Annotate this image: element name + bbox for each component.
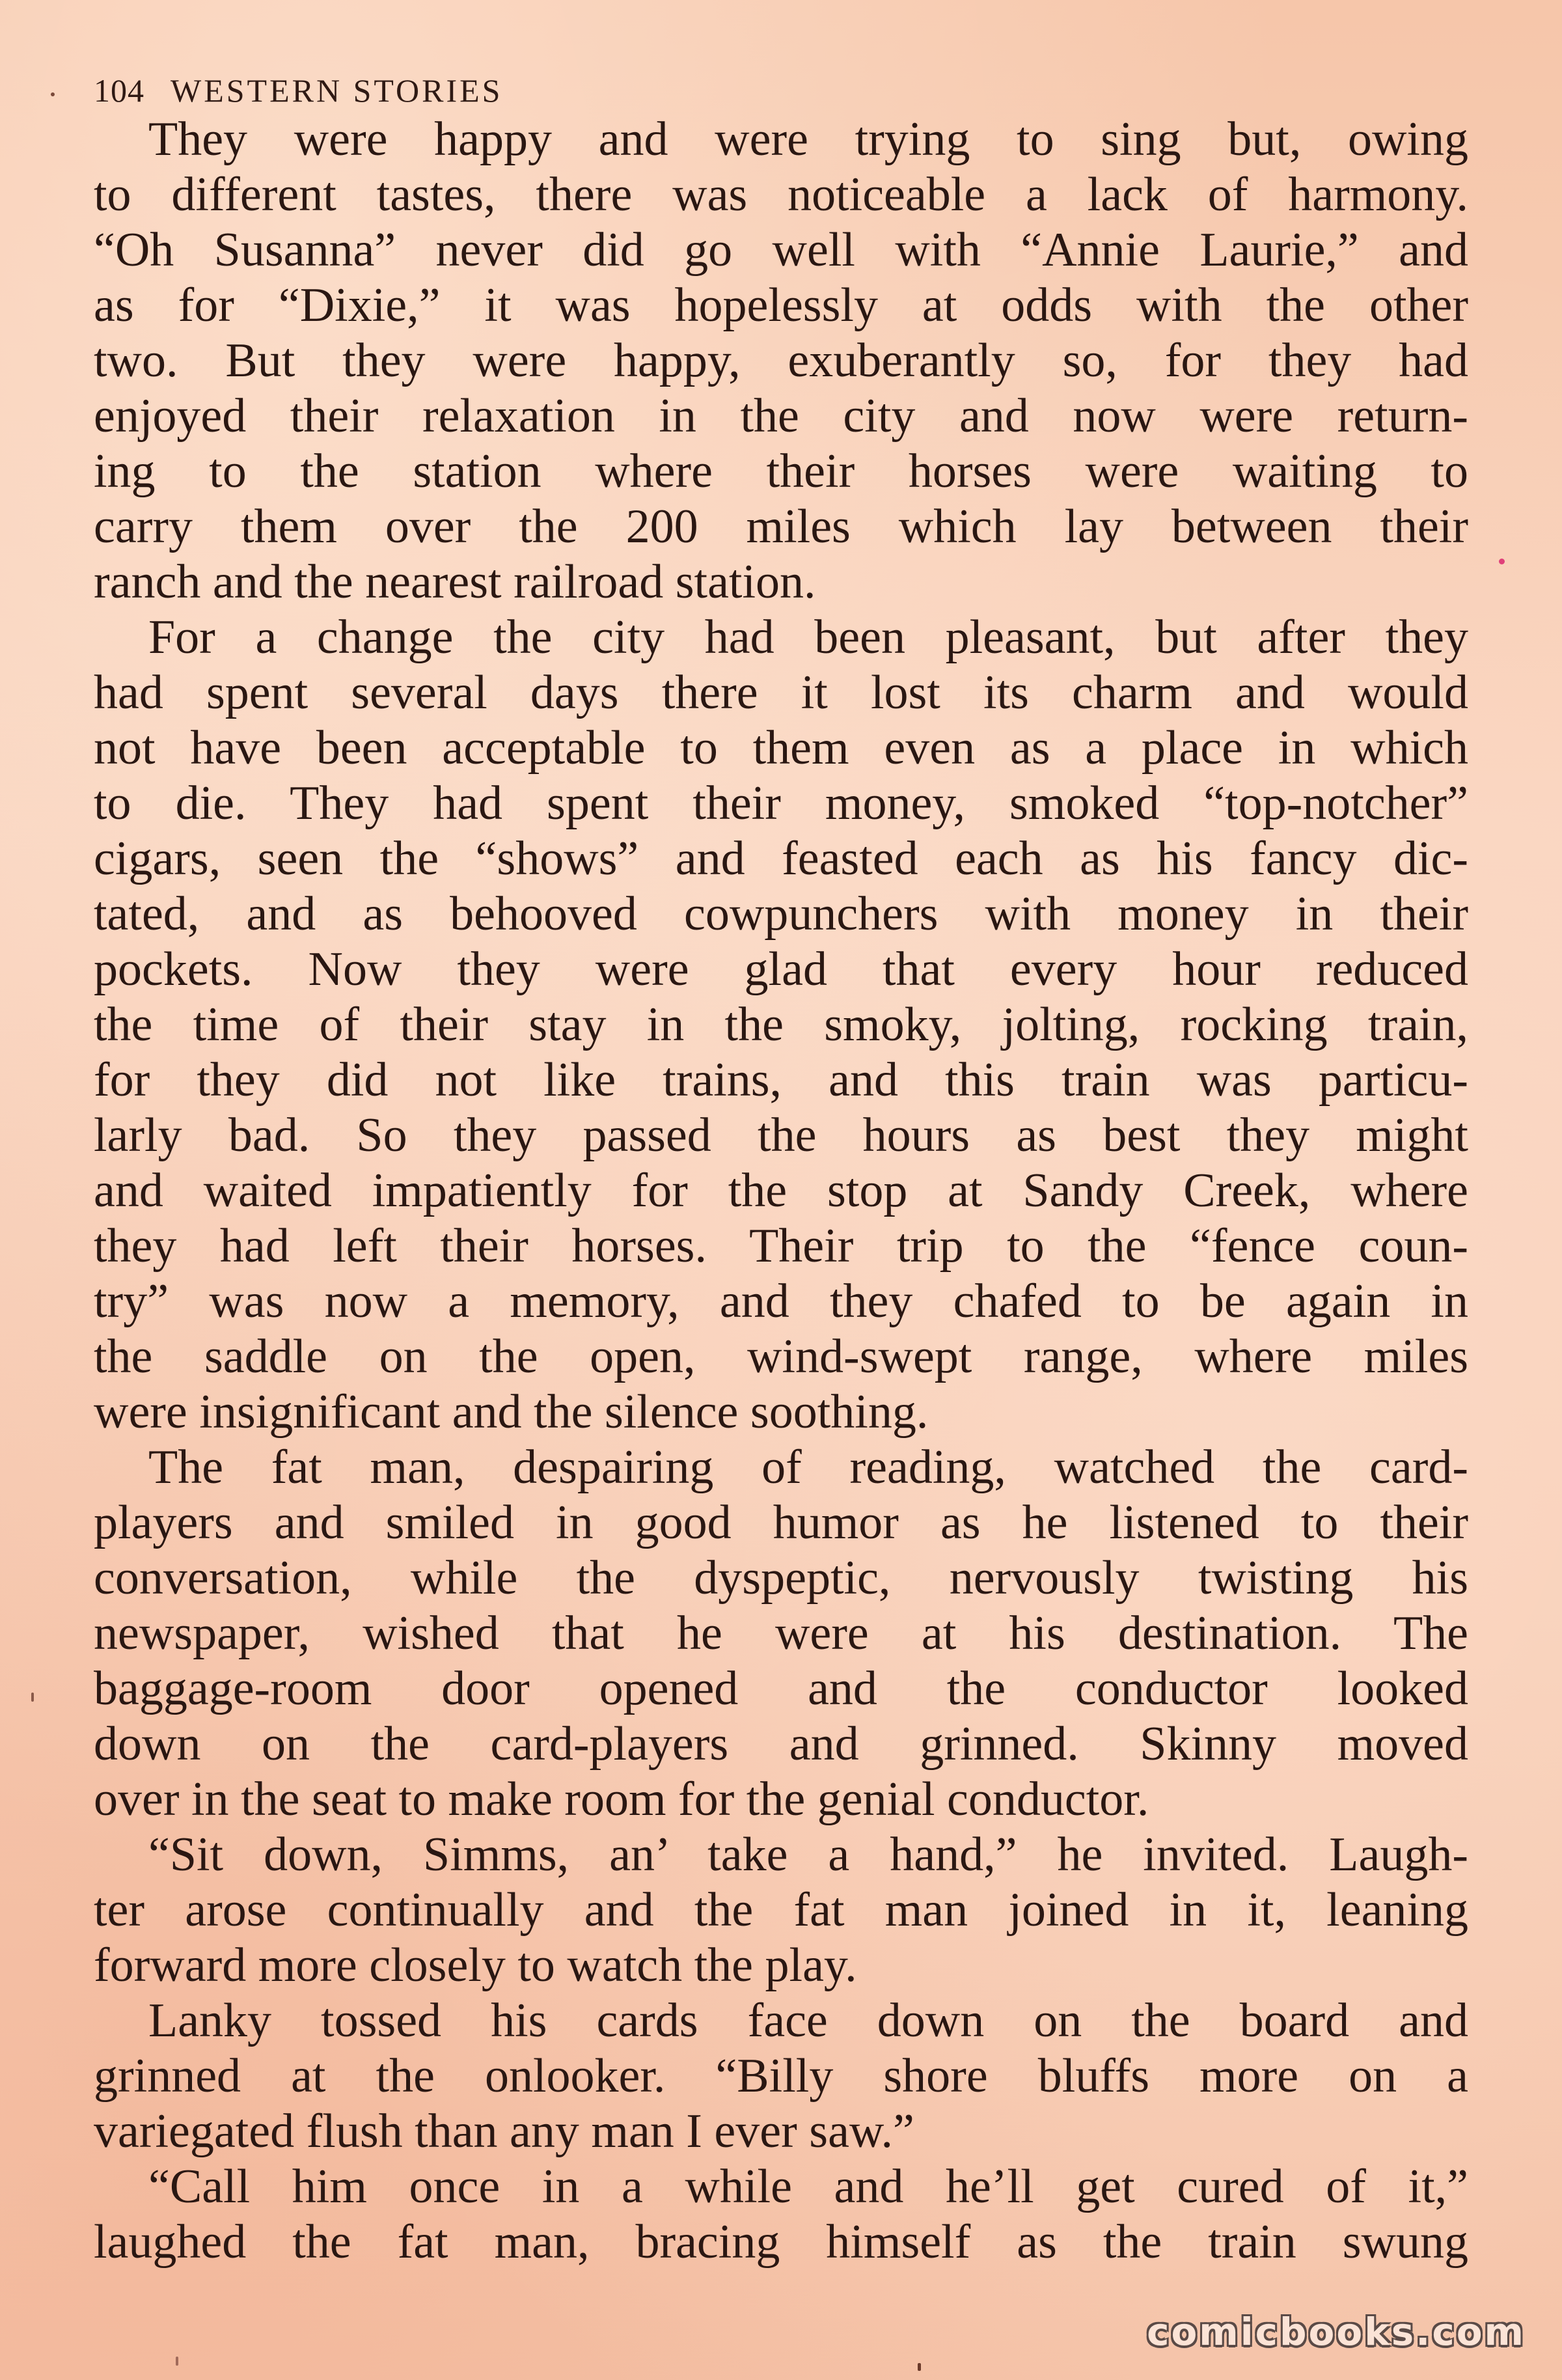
text-line: and waited impatiently for the stop at Sandy Creek, where — [94, 1164, 1468, 1217]
paragraph — [94, 1993, 1468, 2159]
paragraph — [94, 2159, 1468, 2270]
body-text — [94, 112, 1468, 2270]
text-line: two. But they were happy, exuberantly so, for they had — [94, 334, 1468, 387]
text-line: to different tastes, there was noticeable a lack of harmony. — [94, 168, 1468, 221]
text-line: were insignificant and the silence soothing. — [94, 1385, 929, 1439]
text-line: “Oh Susanna” never did go well with “Annie Laurie,” and — [94, 223, 1468, 277]
text-line: players and smiled in good humor as he listened to their — [94, 1496, 1468, 1549]
paper-speck — [1499, 559, 1505, 564]
paragraph — [94, 1827, 1468, 1993]
text-line: grinned at the onlooker. “Billy shore bluffs more on a — [94, 2049, 1468, 2103]
running-header — [94, 72, 503, 111]
text-line: to die. They had spent their money, smoked “top-notcher” — [94, 777, 1468, 830]
text-line: they had left their horses. Their trip to the “fence coun- — [94, 1219, 1468, 1273]
text-line: enjoyed their relaxation in the city and now were return- — [94, 389, 1468, 443]
text-line: not have been acceptable to them even as a place in which — [94, 721, 1468, 775]
text-line: carry them over the 200 miles which lay between their — [94, 500, 1468, 553]
text-line: the saddle on the open, wind-swept range, where miles — [94, 1330, 1468, 1383]
text-line: as for “Dixie,” it was hopelessly at odds with the other — [94, 279, 1468, 332]
text-line: try” was now a memory, and they chafed to be again in — [94, 1275, 1468, 1328]
text-line: For a change the city had been pleasant, but after they — [148, 611, 1468, 664]
text-line: had spent several days there it lost its charm and would — [94, 666, 1468, 719]
text-line: “Call him once in a while and he’ll get cured of it,” — [148, 2160, 1468, 2213]
paper-speck — [51, 92, 55, 96]
text-line: baggage-room door opened and the conductor looked — [94, 1662, 1468, 1715]
text-line: down on the card-players and grinned. Skinny moved — [94, 1717, 1468, 1771]
text-line: the time of their stay in the smoky, jolting, rocking train, — [94, 998, 1468, 1051]
text-line: Lanky tossed his cards face down on the board and — [148, 1994, 1468, 2047]
text-line: pockets. Now they were glad that every hour reduced — [94, 943, 1468, 996]
text-line: tated, and as behooved cowpunchers with money in their — [94, 887, 1468, 941]
text-line: variegated flush than any man I ever saw.” — [94, 2105, 914, 2158]
paragraph — [94, 112, 1468, 610]
text-line: They were happy and were trying to sing but, owing — [148, 113, 1468, 166]
paper-speck — [176, 2357, 178, 2366]
paragraph — [94, 1440, 1468, 1827]
text-line: over in the seat to make room for the genial conductor. — [94, 1773, 1149, 1826]
page-number: 104 — [94, 72, 144, 109]
paper-speck — [31, 1693, 34, 1702]
text-line: forward more closely to watch the play. — [94, 1939, 857, 1992]
watermark-logo: comicbooks.com — [1147, 2310, 1526, 2354]
paper-speck — [918, 2363, 921, 2371]
text-line: for they did not like trains, and this train was particu- — [94, 1053, 1468, 1107]
paragraph — [94, 610, 1468, 1440]
text-line: conversation, while the dyspeptic, nervously twisting his — [94, 1551, 1468, 1605]
text-line: ter arose continually and the fat man joined in it, leaning — [94, 1883, 1468, 1937]
text-line: ranch and the nearest railroad station. — [94, 555, 816, 609]
text-line: ing to the station where their horses were waiting to — [94, 445, 1468, 498]
text-line: larly bad. So they passed the hours as best they might — [94, 1109, 1468, 1162]
text-line: cigars, seen the “shows” and feasted each as his fancy dic- — [94, 832, 1468, 885]
text-line: The fat man, despairing of reading, watched the card- — [148, 1441, 1468, 1494]
running-title: WESTERN STORIES — [171, 72, 503, 109]
text-line: laughed the fat man, bracing himself as the train swung — [94, 2215, 1468, 2269]
text-line: “Sit down, Simms, an’ take a hand,” he invited. Laugh- — [148, 1828, 1468, 1881]
text-line: newspaper, wished that he were at his destination. The — [94, 1607, 1468, 1660]
